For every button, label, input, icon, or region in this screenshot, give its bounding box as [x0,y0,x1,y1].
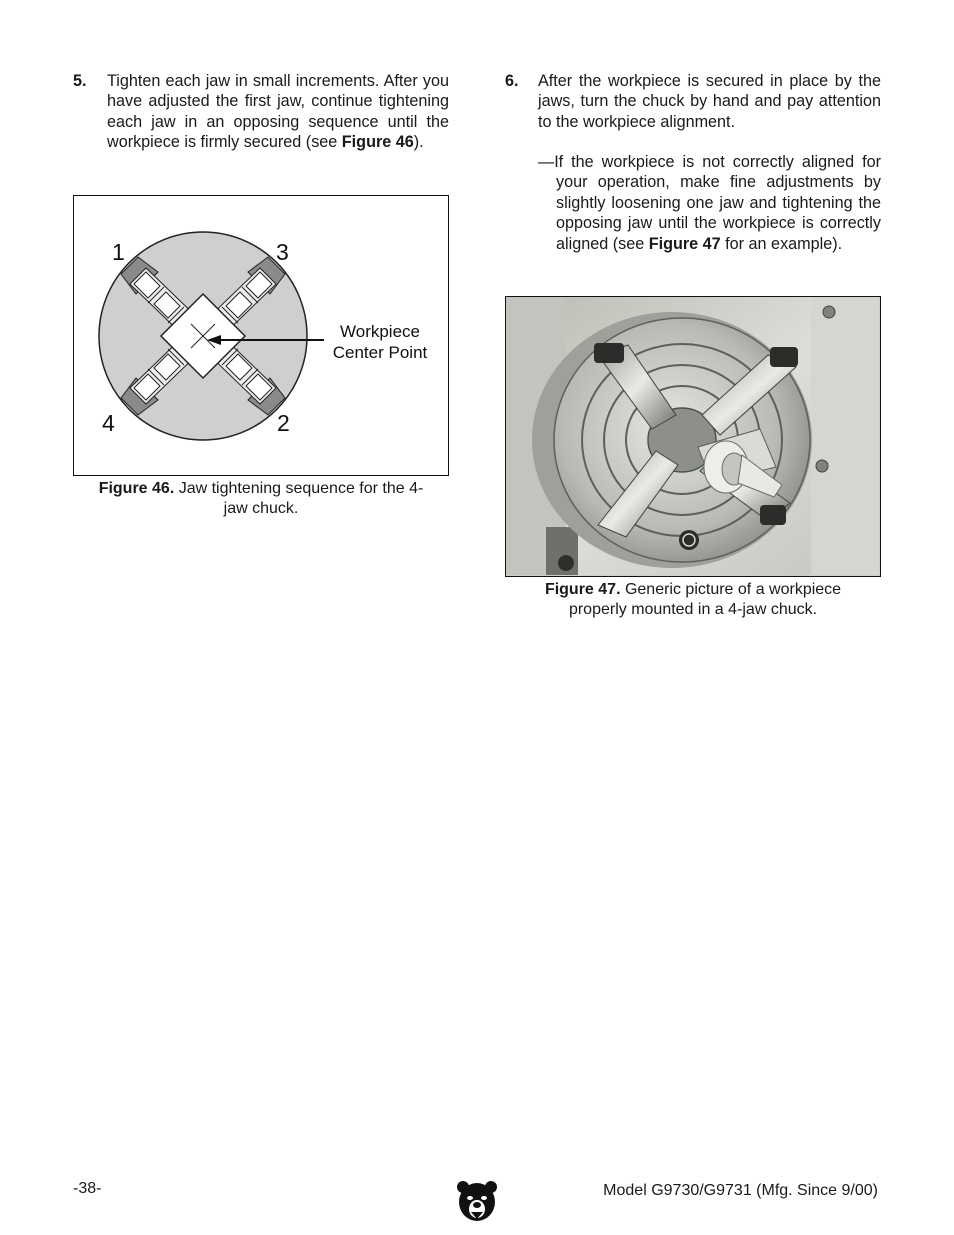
step-text: After the workpiece is secured in place by the jaws, turn the chuck by hand and pay attention to the workpiece alignment. [538,72,881,131]
step-subnote: —If the workpiece is not correctly aligned for your operation, make fine adjustments by slightly loosening one jaw and tightening the opposing jaw until the workpiece is correctly aligned (see Figure 47 for an example). [538,153,881,253]
figure-46-frame [73,195,449,476]
callout-label-line2: Center Point [332,343,428,362]
jaw-label-1: 1 [112,239,125,265]
step-number: 5. [73,72,87,90]
figure-46-diagram [74,196,447,474]
figure-46-caption: Figure 46. Jaw tightening sequence for the 4-jaw chuck. [98,480,424,518]
callout-label-line1: Workpiece [340,322,420,341]
step-5 [73,71,449,175]
step-6 [505,71,881,281]
figure-47-caption: Figure 47. Generic picture of a workpiece properly mounted in a 4-jaw chuck. [544,581,842,619]
jaw-label-3: 3 [276,239,289,265]
bear-logo-icon [456,1180,498,1224]
figure-reference: Figure 47 [648,234,721,253]
step-text: Tighten each jaw in small increments. After you have adjusted the first jaw, continue tightening each jaw in an opposing sequence until the workpiece is firmly secured (see Figure 46). [107,72,449,152]
figure-reference: Figure 46 [341,133,414,152]
chuck-photo-illustration [506,297,879,575]
jaw-label-2: 2 [277,410,290,436]
figure-47-photo [505,296,881,577]
jaw-label-4: 4 [102,410,115,436]
model-info: Model G9730/G9731 (Mfg. Since 9/00) [603,1182,878,1199]
step-number: 6. [505,72,519,90]
page-number: -38- [73,1180,102,1197]
